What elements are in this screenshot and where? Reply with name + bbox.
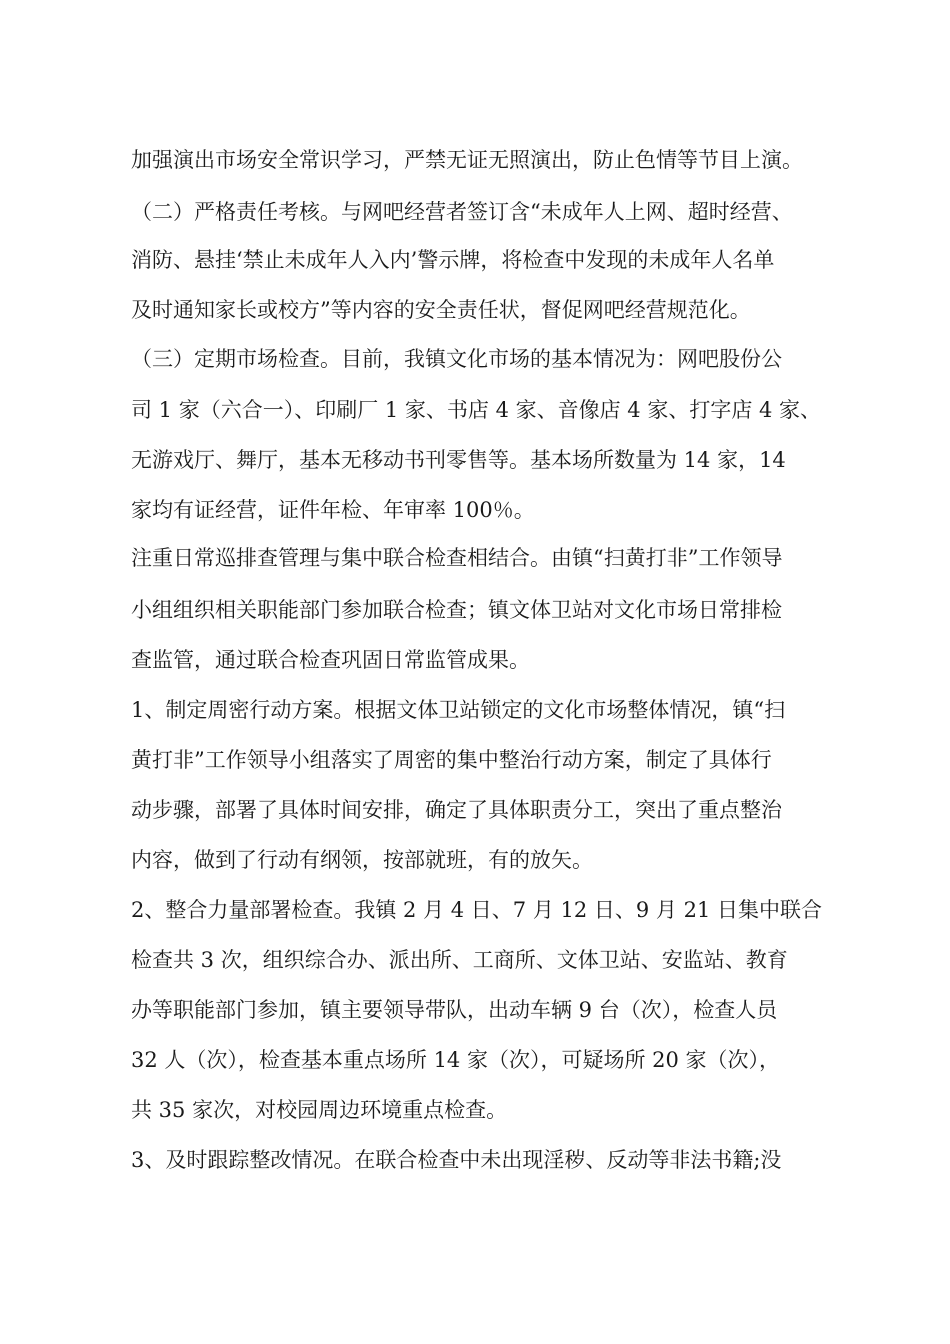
text-line: （二）严格责任考核。与网吧经营者签订含“未成年人上网、超时经营、 xyxy=(131,200,793,224)
text-line: 及时通知家长或校方”等内容的安全责任状，督促网吧经营规范化。 xyxy=(131,298,751,322)
text-line: 黄打非”工作领导小组落实了周密的集中整治行动方案，制定了具体行 xyxy=(131,748,772,772)
text-line: 司 1 家（六合一）、印刷厂 1 家、书店 4 家、音像店 4 家、打字店 4 家、 xyxy=(131,398,822,422)
text-line: 家均有证经营，证件年检、年审率 100％。 xyxy=(131,498,535,522)
text-line: 检查共 3 次，组织综合办、派出所、工商所、文体卫站、安监站、教育 xyxy=(131,948,788,972)
text-line: 内容，做到了行动有纲领，按部就班，有的放矢。 xyxy=(131,848,593,872)
text-line: 2、整合力量部署检查。我镇 2 月 4 日、7 月 12 日、9 月 21 日集中联合 xyxy=(131,898,822,922)
text-line: 查监管，通过联合检查巩固日常监管成果。 xyxy=(131,648,530,672)
text-line: 动步骤，部署了具体时间安排，确定了具体职责分工，突出了重点整治 xyxy=(131,798,782,822)
text-line: 办等职能部门参加，镇主要领导带队，出动车辆 9 台（次），检查人员 xyxy=(131,998,778,1022)
text-line: 小组组织相关职能部门参加联合检查；镇文体卫站对文化市场日常排检 xyxy=(131,598,782,622)
text-line: 1、制定周密行动方案。根据文体卫站锁定的文化市场整体情况，镇“扫 xyxy=(131,698,786,722)
text-line: 共 35 家次，对校园周边环境重点检查。 xyxy=(131,1098,508,1122)
text-line: 32 人（次），检查基本重点场所 14 家（次），可疑场所 20 家（次）， xyxy=(131,1048,781,1072)
text-line: 消防、悬挂‘禁止未成年人入内’警示牌，将检查中发现的未成年人名单 xyxy=(131,248,775,272)
text-line: 注重日常巡排查管理与集中联合检查相结合。由镇“扫黄打非”工作领导 xyxy=(131,546,783,570)
text-line: （三）定期市场检查。目前，我镇文化市场的基本情况为：网吧股份公 xyxy=(131,347,782,371)
text-line: 无游戏厅、舞厅，基本无移动书刊零售等。基本场所数量为 14 家，14 xyxy=(131,448,786,472)
text-line: 3、及时跟踪整改情况。在联合检查中未出现淫秽、反动等非法书籍;没 xyxy=(131,1148,782,1172)
text-line: 加强演出市场安全常识学习，严禁无证无照演出，防止色情等节目上演。 xyxy=(131,148,803,172)
